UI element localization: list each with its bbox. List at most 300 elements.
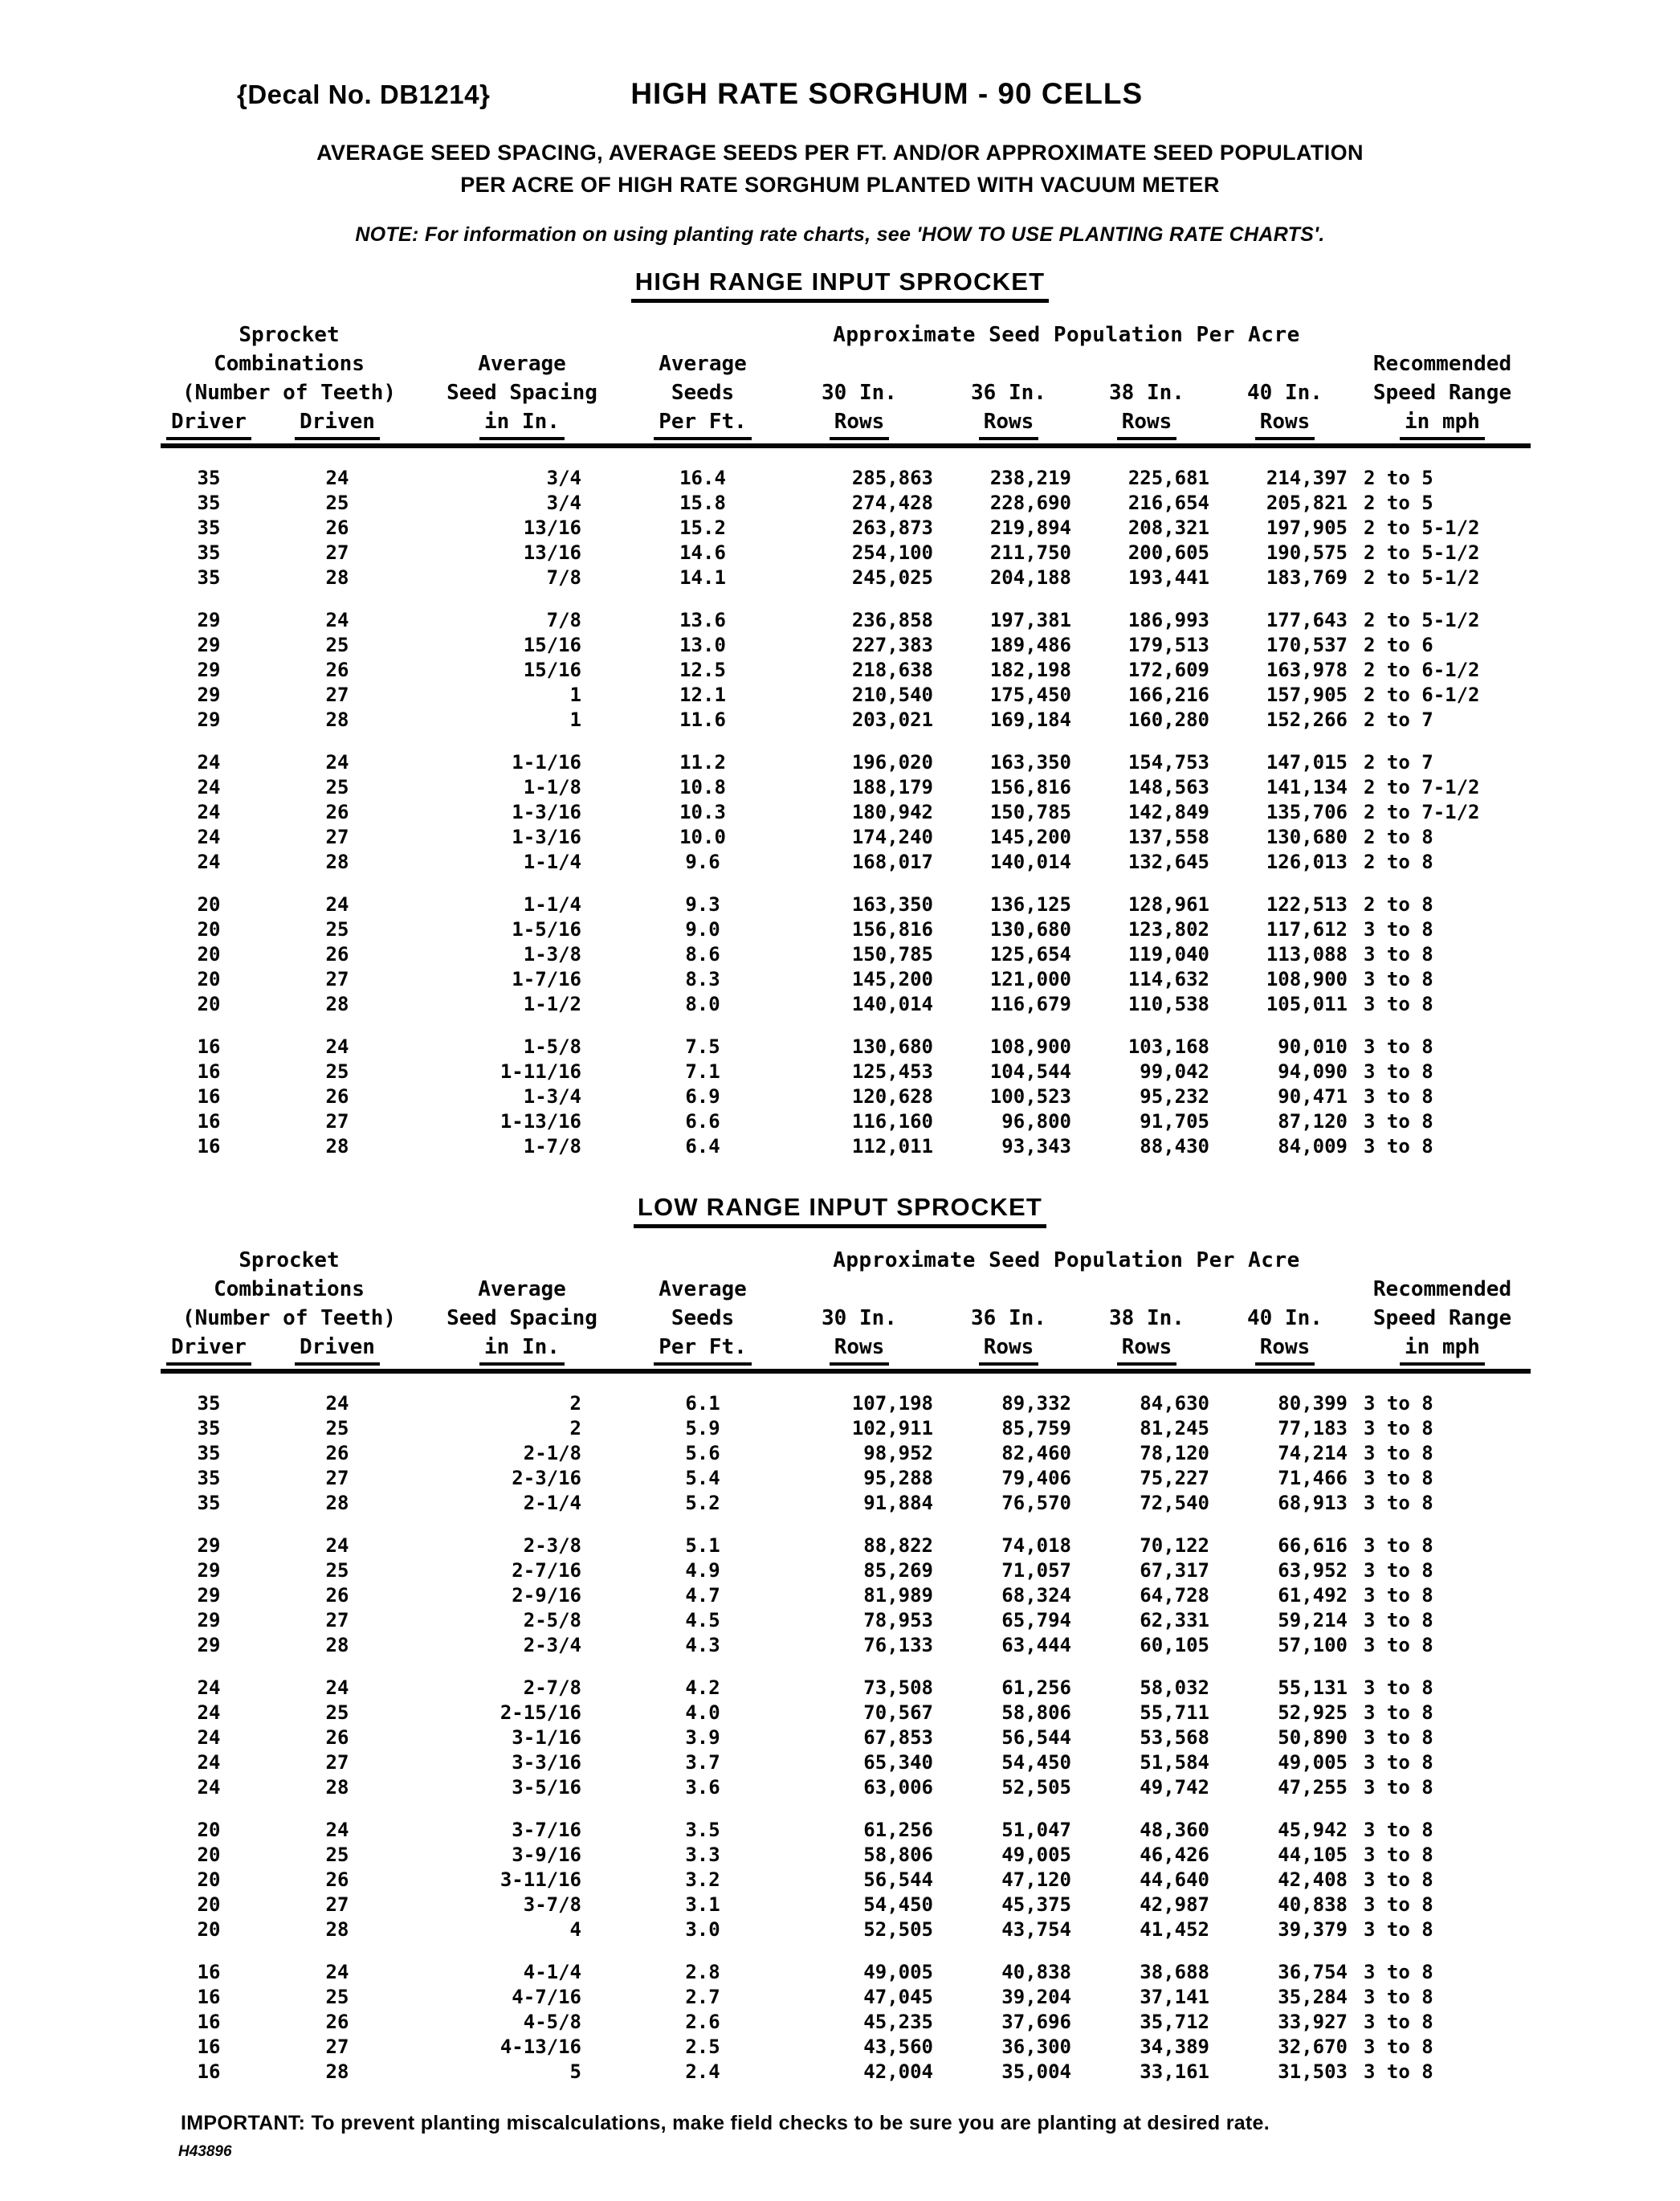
cell-seeds-per-ft: 13.0: [679, 634, 726, 656]
cell-driven: 27: [325, 1609, 349, 1631]
cell-seed-spacing: 1-5/16: [512, 918, 581, 941]
cell-rows-40in: 105,011: [1266, 993, 1348, 1015]
cell-speed-range: 2 to 8: [1364, 851, 1433, 873]
cell-rows-40in: 45,942: [1278, 1819, 1348, 1841]
cell-seed-spacing: 1-3/4: [523, 1085, 581, 1108]
cell-seed-spacing: 1-11/16: [500, 1060, 581, 1083]
cell-seed-spacing: 4-13/16: [500, 2036, 581, 2058]
cell-rows-38in: 46,426: [1140, 1844, 1209, 1866]
cell-driven: 25: [325, 1417, 349, 1439]
cell-seed-spacing: 7/8: [546, 566, 581, 589]
cell-seeds-per-ft: 7.5: [685, 1035, 720, 1058]
cell-rows-40in: 135,706: [1266, 801, 1348, 823]
cell-speed-range: 3 to 8: [1364, 1417, 1433, 1439]
low-range-section-head: [0, 1193, 1680, 1228]
table-row: [161, 1491, 1531, 1516]
sprocket-group: [161, 466, 1531, 590]
cell-driver: 29: [197, 1559, 221, 1582]
cell-speed-range: 2 to 5: [1364, 467, 1433, 489]
cell-rows-38in: 160,280: [1127, 708, 1209, 731]
cell-speed-range: 3 to 8: [1364, 1392, 1433, 1415]
cell-rows-36in: 65,794: [1001, 1609, 1071, 1631]
cell-rows-40in: 190,575: [1266, 541, 1348, 564]
cell-rows-36in: 71,057: [1001, 1559, 1071, 1582]
cell-rows-36in: 182,198: [989, 659, 1071, 681]
column-header-in-in: in In.: [418, 407, 626, 440]
column-header-population: Approximate Seed Population Per Acre: [833, 323, 1300, 347]
sprocket-group: [161, 1533, 1531, 1658]
cell-rows-40in: 50,890: [1278, 1726, 1348, 1749]
cell-speed-range: 3 to 8: [1364, 1893, 1433, 1916]
table-row: [161, 1466, 1531, 1491]
cell-driver: 29: [197, 609, 221, 631]
cell-rows-30in: 125,453: [851, 1060, 933, 1083]
table-row: [161, 892, 1531, 917]
cell-rows-38in: 148,563: [1127, 776, 1209, 798]
table-row: [161, 1134, 1531, 1159]
cell-rows-36in: 40,838: [1001, 1961, 1071, 1983]
cell-rows-36in: 189,486: [989, 634, 1071, 656]
column-header-rows-30: Rows: [779, 1333, 940, 1366]
cell-driver: 35: [197, 492, 221, 514]
cell-rows-40in: 84,009: [1278, 1135, 1348, 1158]
table-row: [161, 2035, 1531, 2060]
cell-seed-spacing: 3-1/16: [512, 1726, 581, 1749]
column-header-30in: 30 In.: [822, 1306, 897, 1330]
cell-speed-range: 3 to 8: [1364, 1701, 1433, 1724]
cell-rows-40in: 57,100: [1278, 1634, 1348, 1656]
column-header-teeth: (Number of Teeth): [181, 1306, 397, 1330]
column-header-rows-30: Rows: [779, 407, 940, 440]
cell-driver: 16: [197, 1110, 221, 1133]
cell-rows-36in: 121,000: [989, 968, 1071, 990]
cell-rows-40in: 61,492: [1278, 1584, 1348, 1607]
cell-driver: 35: [197, 1442, 221, 1464]
cell-driven: 27: [325, 1110, 349, 1133]
cell-rows-38in: 132,645: [1127, 851, 1209, 873]
cell-rows-38in: 62,331: [1140, 1609, 1209, 1631]
cell-seeds-per-ft: 14.6: [679, 541, 726, 564]
cell-driver: 20: [197, 1918, 221, 1941]
cell-driven: 27: [325, 541, 349, 564]
cell-rows-30in: 45,235: [863, 2011, 933, 2033]
cell-rows-40in: 90,471: [1278, 1085, 1348, 1108]
cell-rows-38in: 88,430: [1140, 1135, 1209, 1158]
cell-seeds-per-ft: 5.6: [685, 1442, 720, 1464]
cell-rows-38in: 44,640: [1140, 1868, 1209, 1891]
cell-rows-40in: 122,513: [1266, 893, 1348, 916]
cell-rows-30in: 52,505: [863, 1918, 933, 1941]
cell-speed-range: 2 to 8: [1364, 826, 1433, 848]
column-header-in-in: in In.: [418, 1333, 626, 1366]
cell-driven: 25: [325, 492, 349, 514]
sprocket-group: [161, 1960, 1531, 2085]
cell-speed-range: 3 to 8: [1364, 1135, 1433, 1158]
table-row: [161, 1533, 1531, 1558]
cell-driven: 25: [325, 1986, 349, 2008]
cell-speed-range: 2 to 6: [1364, 634, 1433, 656]
cell-speed-range: 3 to 8: [1364, 1726, 1433, 1749]
table-row: [161, 1843, 1531, 1868]
table-row: [161, 1725, 1531, 1750]
cell-rows-30in: 245,025: [851, 566, 933, 589]
cell-seed-spacing: 1-7/8: [523, 1135, 581, 1158]
subtitle: [0, 137, 1680, 201]
cell-speed-range: 3 to 8: [1364, 1035, 1433, 1058]
column-header-40in: 40 In.: [1247, 1306, 1323, 1330]
cell-rows-40in: 42,408: [1278, 1868, 1348, 1891]
cell-rows-36in: 204,188: [989, 566, 1071, 589]
cell-rows-40in: 36,754: [1278, 1961, 1348, 1983]
cell-driven: 26: [325, 943, 349, 966]
cell-rows-38in: 64,728: [1140, 1584, 1209, 1607]
cell-seeds-per-ft: 4.0: [685, 1701, 720, 1724]
table-row: [161, 825, 1531, 850]
cell-seed-spacing: 5: [569, 2060, 581, 2083]
cell-driver: 35: [197, 1467, 221, 1489]
cell-rows-38in: 49,742: [1140, 1776, 1209, 1799]
cell-seed-spacing: 3/4: [546, 492, 581, 514]
cell-rows-36in: 100,523: [989, 1085, 1071, 1108]
cell-rows-36in: 169,184: [989, 708, 1071, 731]
cell-rows-30in: 150,785: [851, 943, 933, 966]
cell-rows-40in: 39,379: [1278, 1918, 1348, 1941]
cell-rows-40in: 49,005: [1278, 1751, 1348, 1774]
cell-speed-range: 3 to 8: [1364, 1584, 1433, 1607]
document-header: [0, 0, 1680, 111]
high-range-section-head: [0, 267, 1680, 303]
table-row: [161, 1818, 1531, 1843]
cell-driven: 25: [325, 634, 349, 656]
cell-speed-range: 3 to 8: [1364, 968, 1433, 990]
cell-seeds-per-ft: 3.2: [685, 1868, 720, 1891]
sprocket-group: [161, 1391, 1531, 1516]
cell-rows-40in: 177,643: [1266, 609, 1348, 631]
header-line-2: [161, 349, 1531, 378]
cell-rows-36in: 197,381: [989, 609, 1071, 631]
cell-rows-38in: 119,040: [1127, 943, 1209, 966]
cell-seeds-per-ft: 11.6: [679, 708, 726, 731]
cell-driver: 29: [197, 684, 221, 706]
cell-speed-range: 3 to 8: [1364, 1918, 1433, 1941]
header-line-2: [161, 1275, 1531, 1304]
cell-rows-38in: 78,120: [1140, 1442, 1209, 1464]
cell-rows-40in: 52,925: [1278, 1701, 1348, 1724]
cell-seed-spacing: 3-7/16: [512, 1819, 581, 1841]
cell-seed-spacing: 2: [569, 1392, 581, 1415]
cell-rows-30in: 168,017: [851, 851, 933, 873]
cell-driver: 24: [197, 826, 221, 848]
table-row: [161, 1416, 1531, 1441]
column-header-speed-range: Speed Range: [1372, 1306, 1512, 1330]
table-row: [161, 992, 1531, 1017]
cell-seed-spacing: 4-7/16: [512, 1986, 581, 2008]
cell-driver: 35: [197, 517, 221, 539]
cell-rows-30in: 254,100: [851, 541, 933, 564]
cell-rows-40in: 108,900: [1266, 968, 1348, 990]
table-row: [161, 917, 1531, 942]
cell-seeds-per-ft: 6.9: [685, 1085, 720, 1108]
column-header-rows-38: Rows: [1078, 407, 1216, 440]
cell-rows-38in: 225,681: [1127, 467, 1209, 489]
cell-rows-36in: 82,460: [1001, 1442, 1071, 1464]
cell-driven: 28: [325, 993, 349, 1015]
cell-driver: 29: [197, 1584, 221, 1607]
table-row: [161, 1084, 1531, 1109]
cell-rows-36in: 150,785: [989, 801, 1071, 823]
cell-rows-38in: 103,168: [1127, 1035, 1209, 1058]
cell-rows-30in: 85,269: [863, 1559, 933, 1582]
cell-rows-30in: 180,942: [851, 801, 933, 823]
cell-rows-30in: 81,989: [863, 1584, 933, 1607]
cell-seed-spacing: 3-11/16: [500, 1868, 581, 1891]
cell-driven: 26: [325, 1442, 349, 1464]
cell-rows-30in: 156,816: [851, 918, 933, 941]
cell-rows-36in: 36,300: [1001, 2036, 1071, 2058]
cell-seed-spacing: 2-1/4: [523, 1492, 581, 1514]
cell-seed-spacing: 3-3/16: [512, 1751, 581, 1774]
cell-rows-30in: 102,911: [851, 1417, 933, 1439]
cell-rows-40in: 31,503: [1278, 2060, 1348, 2083]
cell-driver: 35: [197, 541, 221, 564]
cell-seeds-per-ft: 15.8: [679, 492, 726, 514]
cell-driven: 26: [325, 2011, 349, 2033]
column-header-seed-spacing: Seed Spacing: [447, 381, 597, 405]
column-header-seeds: Seeds: [671, 1306, 735, 1330]
table-row: [161, 658, 1531, 683]
table-row: [161, 1985, 1531, 2010]
subtitle-line-2: PER ACRE OF HIGH RATE SORGHUM PLANTED WITH VACUUM METER: [460, 173, 1220, 197]
cell-driver: 20: [197, 918, 221, 941]
cell-seed-spacing: 3-5/16: [512, 1776, 581, 1799]
cell-driven: 28: [325, 566, 349, 589]
cell-seeds-per-ft: 13.6: [679, 609, 726, 631]
cell-driver: 24: [197, 1676, 221, 1699]
cell-seeds-per-ft: 4.3: [685, 1634, 720, 1656]
cell-rows-40in: 80,399: [1278, 1392, 1348, 1415]
cell-driven: 26: [325, 1085, 349, 1108]
cell-driver: 35: [197, 467, 221, 489]
cell-rows-38in: 60,105: [1140, 1634, 1209, 1656]
cell-rows-38in: 51,584: [1140, 1751, 1209, 1774]
cell-speed-range: 3 to 8: [1364, 1986, 1433, 2008]
cell-rows-40in: 113,088: [1266, 943, 1348, 966]
cell-driver: 20: [197, 893, 221, 916]
cell-driver: 29: [197, 708, 221, 731]
cell-seed-spacing: 7/8: [546, 609, 581, 631]
cell-speed-range: 3 to 8: [1364, 1676, 1433, 1699]
cell-seeds-per-ft: 7.1: [685, 1060, 720, 1083]
column-header-combinations: Combinations: [214, 352, 365, 376]
header-line-1: [161, 321, 1531, 349]
table-row: [161, 1441, 1531, 1466]
cell-seed-spacing: 1-1/4: [523, 851, 581, 873]
cell-speed-range: 3 to 8: [1364, 1559, 1433, 1582]
cell-rows-30in: 203,021: [851, 708, 933, 731]
cell-rows-40in: 130,680: [1266, 826, 1348, 848]
cell-seed-spacing: 1-7/16: [512, 968, 581, 990]
cell-rows-36in: 54,450: [1001, 1751, 1071, 1774]
column-header-36in: 36 In.: [971, 1306, 1046, 1330]
cell-seeds-per-ft: 9.0: [685, 918, 720, 941]
cell-driven: 24: [325, 1534, 349, 1557]
table-row: [161, 2060, 1531, 2085]
high-range-table-body: [161, 466, 1531, 1159]
table-row: [161, 516, 1531, 541]
cell-seeds-per-ft: 6.1: [685, 1392, 720, 1415]
cell-rows-38in: 208,321: [1127, 517, 1209, 539]
column-header-in-mph: in mph: [1354, 407, 1531, 440]
cell-driven: 24: [325, 467, 349, 489]
cell-driven: 28: [325, 708, 349, 731]
cell-rows-36in: 96,800: [1001, 1110, 1071, 1133]
cell-seeds-per-ft: 9.3: [685, 893, 720, 916]
cell-speed-range: 3 to 8: [1364, 1110, 1433, 1133]
cell-rows-36in: 211,750: [989, 541, 1071, 564]
table-row: [161, 708, 1531, 733]
column-header-per-ft: Per Ft.: [626, 407, 779, 440]
cell-seeds-per-ft: 6.6: [685, 1110, 720, 1133]
cell-rows-40in: 152,266: [1266, 708, 1348, 731]
cell-driver: 16: [197, 1060, 221, 1083]
cell-seeds-per-ft: 12.5: [679, 659, 726, 681]
cell-driven: 28: [325, 1135, 349, 1158]
column-header-rows-40: Rows: [1216, 1333, 1354, 1366]
cell-rows-38in: 48,360: [1140, 1819, 1209, 1841]
cell-seeds-per-ft: 10.8: [679, 776, 726, 798]
cell-speed-range: 2 to 5-1/2: [1364, 609, 1480, 631]
cell-driven: 28: [325, 851, 349, 873]
cell-rows-30in: 54,450: [863, 1893, 933, 1916]
cell-rows-40in: 66,616: [1278, 1534, 1348, 1557]
column-header-teeth: (Number of Teeth): [181, 381, 397, 405]
column-header-in-mph: in mph: [1354, 1333, 1531, 1366]
table-row: [161, 750, 1531, 775]
cell-rows-36in: 130,680: [989, 918, 1071, 941]
column-header-combinations: Combinations: [214, 1277, 365, 1301]
column-header-per-ft: Per Ft.: [626, 1333, 779, 1366]
table-row: [161, 1775, 1531, 1800]
cell-rows-36in: 116,679: [989, 993, 1071, 1015]
cell-seeds-per-ft: 3.0: [685, 1918, 720, 1941]
cell-seed-spacing: 2: [569, 1417, 581, 1439]
cell-seed-spacing: 2-15/16: [500, 1701, 581, 1724]
cell-rows-40in: 117,612: [1266, 918, 1348, 941]
cell-rows-40in: 44,105: [1278, 1844, 1348, 1866]
cell-seed-spacing: 4: [569, 1918, 581, 1941]
cell-rows-36in: 58,806: [1001, 1701, 1071, 1724]
cell-speed-range: 3 to 8: [1364, 1868, 1433, 1891]
cell-seeds-per-ft: 4.5: [685, 1609, 720, 1631]
cell-rows-30in: 163,350: [851, 893, 933, 916]
cell-speed-range: 3 to 8: [1364, 918, 1433, 941]
cell-rows-38in: 33,161: [1140, 2060, 1209, 2083]
cell-seeds-per-ft: 9.6: [685, 851, 720, 873]
cell-seeds-per-ft: 5.1: [685, 1534, 720, 1557]
cell-rows-38in: 91,705: [1140, 1110, 1209, 1133]
cell-driven: 26: [325, 659, 349, 681]
cell-rows-36in: 108,900: [989, 1035, 1071, 1058]
cell-driven: 24: [325, 893, 349, 916]
cell-rows-30in: 112,011: [851, 1135, 933, 1158]
cell-driven: 24: [325, 609, 349, 631]
cell-driven: 27: [325, 1751, 349, 1774]
table-row: [161, 491, 1531, 516]
cell-rows-36in: 45,375: [1001, 1893, 1071, 1916]
cell-rows-36in: 63,444: [1001, 1634, 1071, 1656]
cell-driver: 20: [197, 993, 221, 1015]
table-row: [161, 1035, 1531, 1060]
cell-driven: 24: [325, 1961, 349, 1983]
cell-speed-range: 3 to 8: [1364, 993, 1433, 1015]
cell-rows-36in: 52,505: [1001, 1776, 1071, 1799]
cell-rows-30in: 63,006: [863, 1776, 933, 1799]
cell-driver: 24: [197, 751, 221, 774]
cell-speed-range: 3 to 8: [1364, 1961, 1433, 1983]
cell-driver: 24: [197, 1751, 221, 1774]
table-row: [161, 466, 1531, 491]
cell-rows-30in: 91,884: [863, 1492, 933, 1514]
low-range-table-body: [161, 1391, 1531, 2085]
cell-seeds-per-ft: 3.3: [685, 1844, 720, 1866]
cell-rows-30in: 274,428: [851, 492, 933, 514]
cell-driver: 16: [197, 1961, 221, 1983]
cell-seed-spacing: 15/16: [523, 634, 581, 656]
cell-rows-38in: 95,232: [1140, 1085, 1209, 1108]
cell-seeds-per-ft: 2.8: [685, 1961, 720, 1983]
cell-seeds-per-ft: 6.4: [685, 1135, 720, 1158]
cell-driven: 28: [325, 2060, 349, 2083]
form-number: H43896: [178, 2143, 232, 2160]
cell-seed-spacing: 13/16: [523, 541, 581, 564]
cell-driver: 24: [197, 1701, 221, 1724]
cell-rows-38in: 72,540: [1140, 1492, 1209, 1514]
cell-seed-spacing: 1-1/4: [523, 893, 581, 916]
decal-number: {Decal No. DB1214}: [237, 80, 491, 109]
cell-rows-38in: 35,712: [1140, 2011, 1209, 2033]
high-range-table: [161, 321, 1531, 1159]
cell-driver: 29: [197, 1534, 221, 1557]
table-row: [161, 1583, 1531, 1608]
cell-rows-36in: 74,018: [1001, 1534, 1071, 1557]
cell-seed-spacing: 1-3/16: [512, 801, 581, 823]
cell-rows-38in: 137,558: [1127, 826, 1209, 848]
cell-rows-30in: 61,256: [863, 1819, 933, 1841]
cell-rows-38in: 34,389: [1140, 2036, 1209, 2058]
cell-rows-30in: 130,680: [851, 1035, 933, 1058]
cell-seed-spacing: 15/16: [523, 659, 581, 681]
cell-driver: 24: [197, 801, 221, 823]
cell-speed-range: 3 to 8: [1364, 1609, 1433, 1631]
cell-rows-38in: 172,609: [1127, 659, 1209, 681]
cell-rows-30in: 145,200: [851, 968, 933, 990]
cell-speed-range: 3 to 8: [1364, 1060, 1433, 1083]
cell-seeds-per-ft: 10.3: [679, 801, 726, 823]
cell-rows-36in: 140,014: [989, 851, 1071, 873]
cell-seeds-per-ft: 4.7: [685, 1584, 720, 1607]
cell-rows-30in: 210,540: [851, 684, 933, 706]
cell-rows-40in: 55,131: [1278, 1676, 1348, 1699]
column-header-recommended: Recommended: [1372, 352, 1512, 376]
cell-speed-range: 2 to 5-1/2: [1364, 541, 1480, 564]
cell-driven: 28: [325, 1634, 349, 1656]
cell-speed-range: 3 to 8: [1364, 1776, 1433, 1799]
cell-rows-30in: 107,198: [851, 1392, 933, 1415]
cell-rows-40in: 32,670: [1278, 2036, 1348, 2058]
cell-rows-36in: 79,406: [1001, 1467, 1071, 1489]
cell-driver: 35: [197, 1417, 221, 1439]
cell-rows-36in: 39,204: [1001, 1986, 1071, 2008]
